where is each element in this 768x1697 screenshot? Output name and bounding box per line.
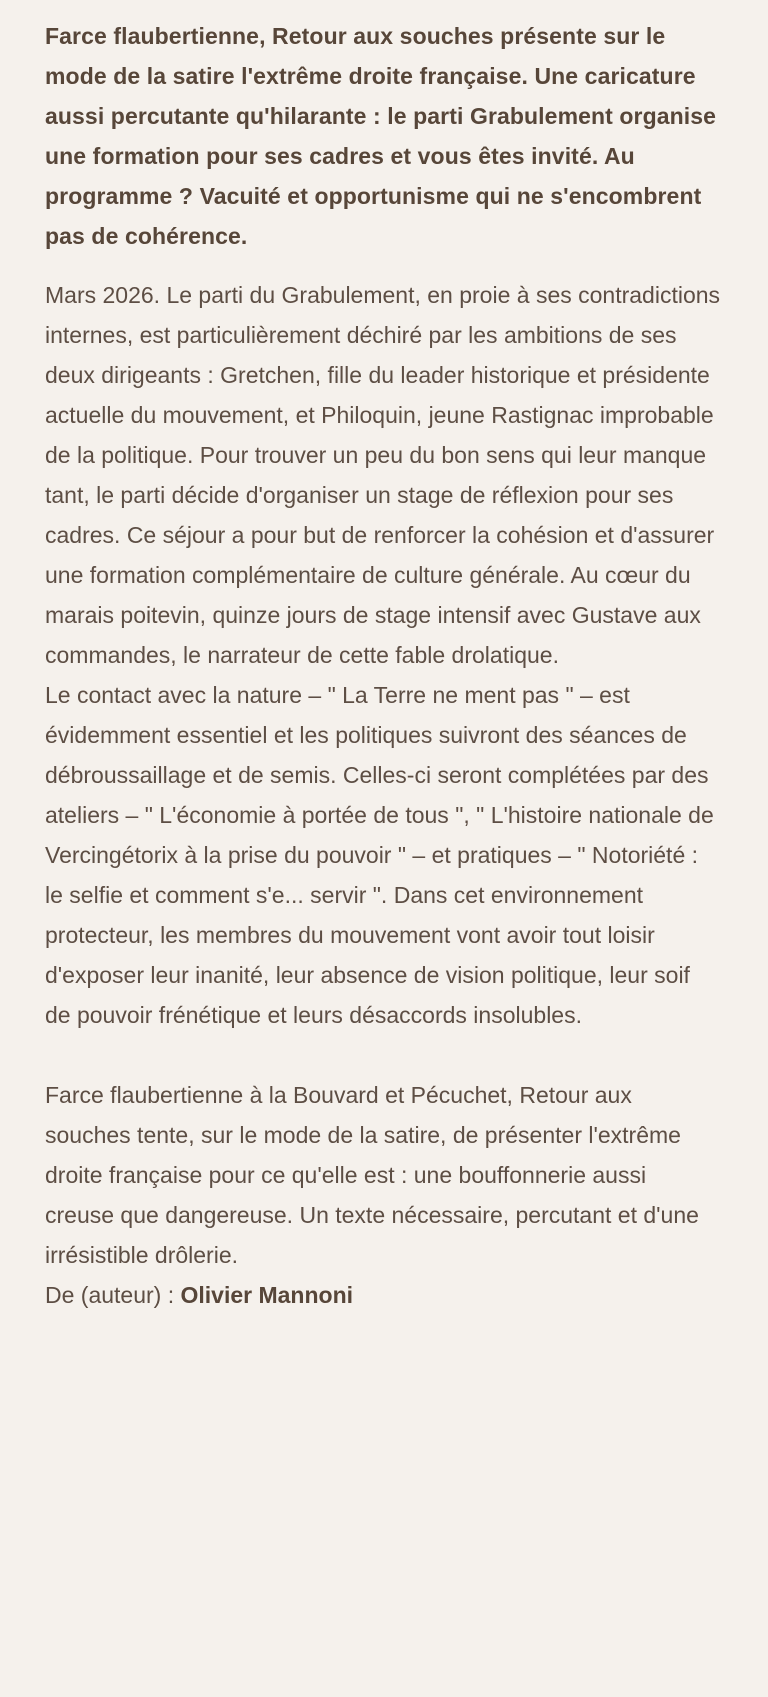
intro-summary: Farce flaubertienne, Retour aux souches présente sur le mode de la satire l'extrême droite française. Une caricature aussi percutante qu'hilarante : le parti Grabulement organise une formation pour ses cadres et vous êtes invité. Au programme ? Vacuité et opportunisme qui ne s'encombrent pas de cohérence.: [45, 23, 717, 249]
description-body: [45, 275, 721, 1315]
author-label: De (auteur) :: [45, 1282, 181, 1308]
description-paragraph-2: Le contact avec la nature – " La Terre ne ment pas " – est évidemment essentiel et les politiques suivront des séances de débroussaillage et de semis. Celles-ci seront complétées par des ateliers – " L'économie à portée de tous ", " L'histoire nationale de Vercingétorix à la prise du pouvoir " – et pratiques – " Notoriété : le selfie et comment s'e... servir ". Dans cet environnement protecteur, les membres du mouvement vont avoir tout loisir d'exposer leur inanité, leur absence de vision politique, leur soif de pouvoir frénétique et leurs désaccords insolubles.: [45, 682, 714, 1028]
description-paragraph-1: Mars 2026. Le parti du Grabulement, en proie à ses contradictions internes, est particulièrement déchiré par les ambitions de ses deux dirigeants : Gretchen, fille du leader historique et présidente actuelle du mouvement, et Philoquin, jeune Rastignac improbable de la politique. Pour trouver un peu du bon sens qui leur manque tant, le parti décide d'organiser un stage de réflexion pour ses cadres. Ce séjour a pour but de renforcer la cohésion et d'assurer une formation complémentaire de culture générale. Au cœur du marais poitevin, quinze jours de stage intensif avec Gustave aux commandes, le narrateur de cette fable drolatique.: [45, 282, 721, 668]
paragraph-spacer: [45, 1035, 721, 1075]
author-line: [45, 1275, 721, 1315]
author-name-link[interactable]: Olivier Mannoni: [180, 1282, 354, 1308]
description-paragraph-3: Farce flaubertienne à la Bouvard et Pécuchet, Retour aux souches tente, sur le mode de la satire, de présenter l'extrême droite française pour ce qu'elle est : une bouffonnerie aussi creuse que dangereuse. Un texte nécessaire, percutant et d'une irrésistible drôlerie.: [45, 1082, 699, 1268]
